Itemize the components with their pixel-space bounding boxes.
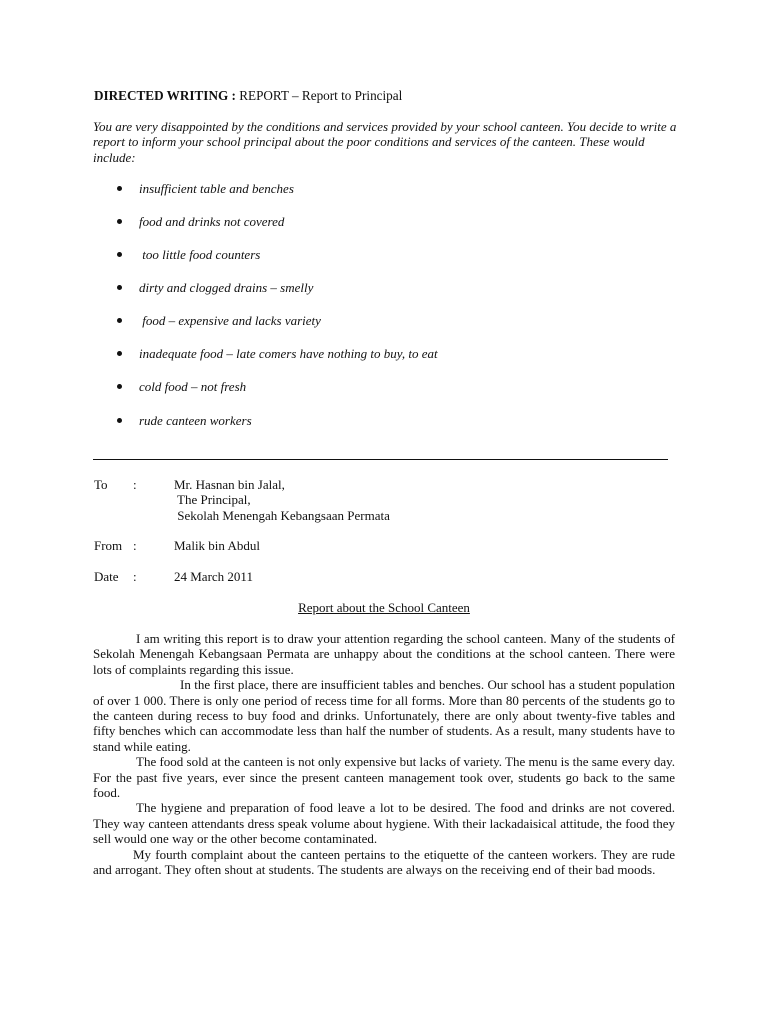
bullet-dot-icon (117, 418, 122, 423)
task-prompt: You are very disappointed by the conditions and services provided by your school canteen. You decide to write a report to inform your school principal about the poor conditions and services of the canteen. These would include: (93, 119, 677, 165)
bullet-text: too little food counters (139, 247, 261, 262)
body-paragraph: The hygiene and preparation of food leave a lot to be desired. The food and drinks are not covered. They way canteen attendants dress speak volume about hygiene. With their lackadaisical attitude, the food they sell would one way or the other become contaminated. (93, 800, 675, 847)
date-value: 24 March 2011 (174, 569, 253, 584)
from-label: From (94, 538, 123, 553)
report-title: Report about the School Canteen (298, 600, 470, 615)
to-colon: : (133, 477, 137, 492)
sender-name: Malik bin Abdul (174, 538, 260, 553)
bullet-text: rude canteen workers (139, 413, 252, 428)
bullet-text: food – expensive and lacks variety (139, 313, 321, 328)
bullet-dot-icon (117, 285, 122, 290)
date-label: Date (94, 569, 119, 584)
bullet-dot-icon (117, 252, 122, 257)
bullet-text: inadequate food – late comers have nothing to buy, to eat (139, 346, 438, 361)
date-colon: : (133, 569, 137, 584)
bullet-text: insufficient table and benches (139, 181, 294, 196)
recipient-title: The Principal, (174, 492, 251, 507)
bullet-dot-icon (117, 219, 122, 224)
bullet-dot-icon (117, 384, 122, 389)
bullet-text: dirty and clogged drains – smelly (139, 280, 314, 295)
recipient-name: Mr. Hasnan bin Jalal, (174, 477, 285, 492)
recipient-school: Sekolah Menengah Kebangsaan Permata (174, 508, 390, 523)
horizontal-rule (93, 459, 668, 460)
body-paragraph: The food sold at the canteen is not only expensive but lacks of variety. The menu is the same every day. For the past five years, ever since the present canteen management took over, students go back to the same food. (93, 754, 675, 801)
report-body (93, 631, 675, 878)
to-label: To (94, 477, 108, 492)
bullet-dot-icon (117, 351, 122, 356)
body-paragraph: In the first place, there are insufficient tables and benches. Our school has a student population of over 1 000. There is only one period of recess time for all forms. More than 80 percents of the students go to the canteen during recess to buy food and drinks. Unfortunately, there are only about twenty-five tables and fifty benches which can accommodate less than half the number of students. As a result, many students have to stand while eating. (93, 677, 675, 754)
from-colon: : (133, 538, 137, 553)
body-paragraph: I am writing this report is to draw your attention regarding the school canteen. Many of the students of Sekolah Menengah Kebangsaan Permata are unhappy about the conditions at the school canteen. There were lots of complaints regarding this issue. (93, 631, 675, 677)
heading-bold: DIRECTED WRITING : (94, 88, 236, 103)
body-paragraph: My fourth complaint about the canteen pertains to the etiquette of the canteen workers. They are rude and arrogant. They often shout at students. The students are always on the receiving end of their bad moods. (93, 846, 675, 878)
heading-rest: REPORT – Report to Principal (235, 88, 403, 103)
bullet-text: food and drinks not covered (139, 214, 285, 229)
bullet-dot-icon (117, 186, 122, 191)
assignment-heading (94, 88, 402, 103)
bullet-dot-icon (117, 318, 122, 323)
bullet-text: cold food – not fresh (139, 379, 247, 394)
